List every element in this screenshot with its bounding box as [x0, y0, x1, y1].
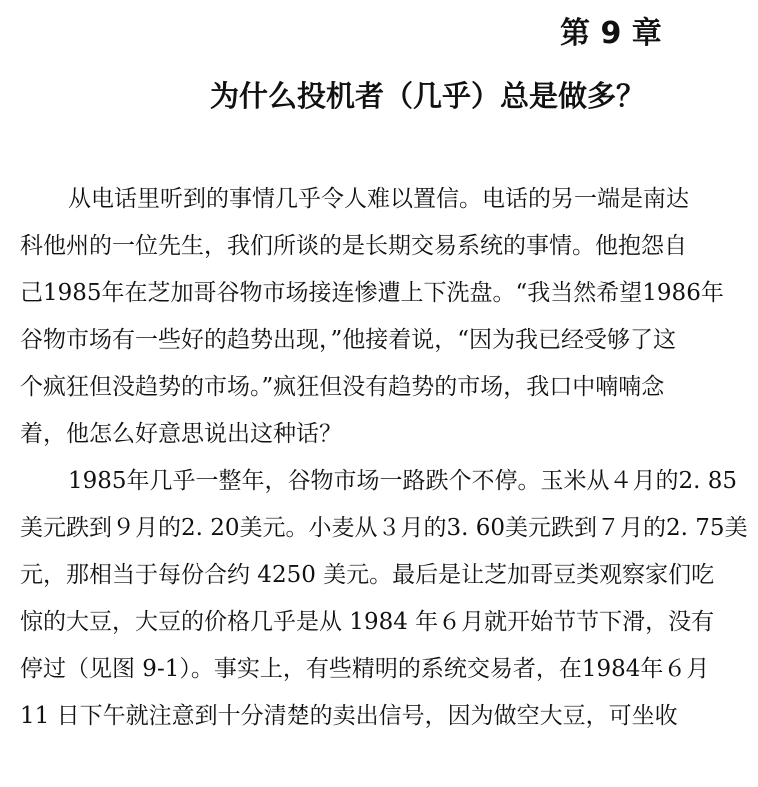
text-line: 科他州的一位先生，我们所谈的是长期交易系统的事情。他抱怨自 — [20, 233, 687, 259]
paragraph-1 — [20, 176, 750, 458]
text-line: 元，那相当于每份合约 4250 美元。最后是让芝加哥豆类观察家们吃 — [20, 562, 715, 588]
body-text — [20, 176, 750, 740]
chapter-number: 第 9 章 — [560, 16, 662, 51]
text-line: 个疯狂但没趋势的市场。”疯狂但没有趋势的市场，我口中喃喃念 — [20, 374, 665, 400]
text-line: 停过（见图 9-1）。事实上，有些精明的系统交易者，在1984年６月 — [20, 656, 710, 682]
text-line: 谷物市场有一些好的趋势出现，”他接着说，“因为我已经受够了这 — [20, 327, 677, 353]
text-line: 美元跌到９月的2. 20美元。小麦从３月的3. 60美元跌到７月的2. 75美 — [20, 515, 748, 541]
paragraph-2 — [20, 458, 750, 740]
text-line: 从电话里听到的事情几乎令人难以置信。电话的另一端是南达 — [68, 186, 689, 212]
chapter-title: 为什么投机者（几乎）总是做多？ — [210, 79, 646, 113]
text-line: 1985年几乎一整年，谷物市场一路跌个不停。玉米从４月的2. 85 — [68, 468, 738, 494]
text-line: 己1985年在芝加哥谷物市场接连惨遭上下洗盘。“我当然希望1986年 — [20, 280, 724, 306]
text-line: 惊的大豆，大豆的价格几乎是从 1984 年６月就开始节节下滑，没有 — [20, 609, 715, 635]
text-line: 11 日下午就注意到十分清楚的卖出信号，因为做空大豆，可坐收 — [20, 703, 678, 729]
text-line: 着，他怎么好意思说出这种话？ — [20, 421, 342, 447]
